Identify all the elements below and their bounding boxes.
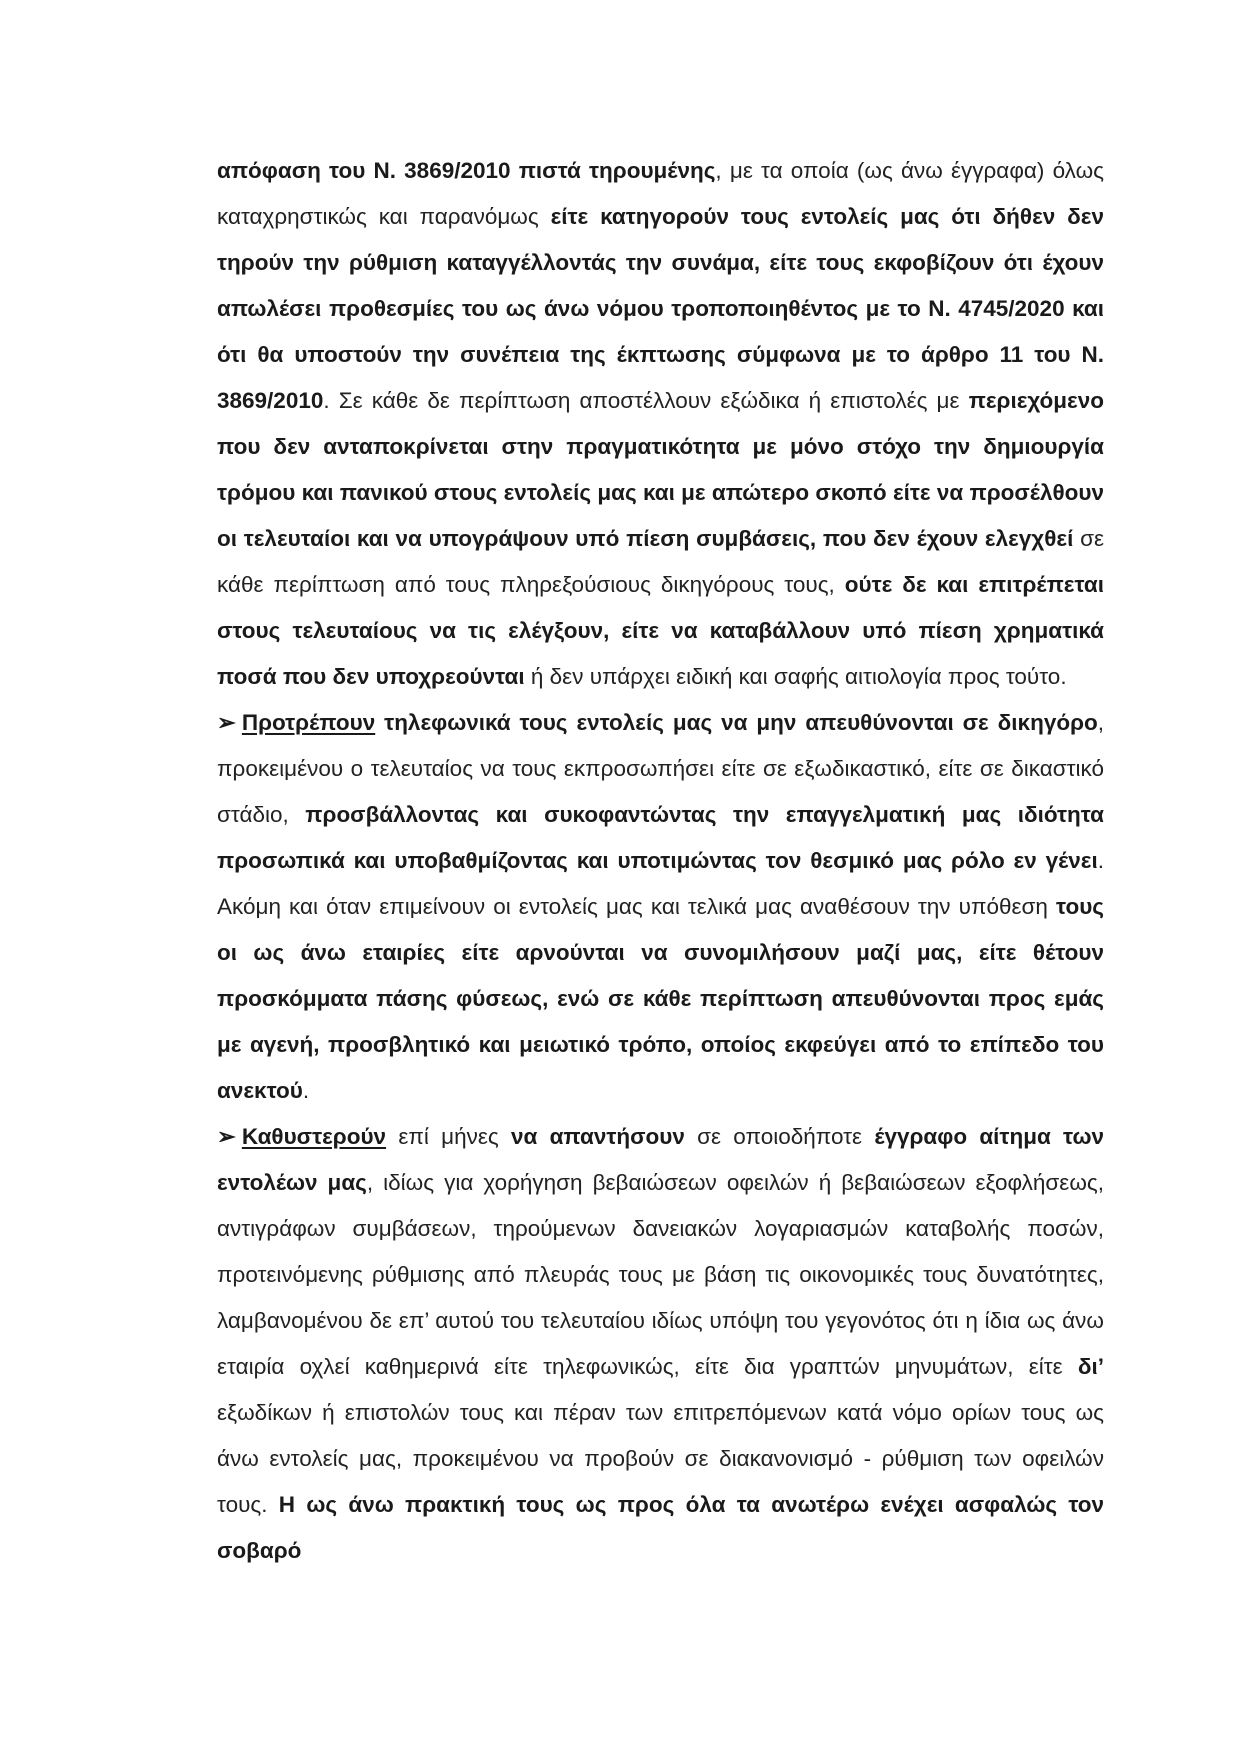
text-segment: σε κάθε περίπτωση από τους πληρεξούσιους δικηγόρους τους, <box>217 526 1104 597</box>
text-segment: ή δεν υπάρχει ειδική και σαφής αιτιολογία προς τούτο. <box>524 664 1067 689</box>
text-segment: . Σε κάθε δε περίπτωση αποστέλλουν εξώδικα ή επιστολές με <box>323 388 969 413</box>
text-segment: τηλεφωνικά τους εντολείς μας να μην απευθύνονται σε δικηγόρο <box>375 710 1098 735</box>
text-segment: τους οι ως άνω εταιρίες είτε αρνούνται να συνομιλήσουν μαζί μας, είτε θέτουν προσκόμματα πάσης φύσεως, ενώ σε κάθε περίπτωση απευθύνονται προς εμάς με αγενή, προσβλητικό και μειωτικό τρόπο, οποίος εκφεύγει από το επίπεδο του ανεκτού <box>217 894 1104 1103</box>
bullet-paragraph-urge <box>217 700 1104 1114</box>
text-segment: να απαντήσουν <box>510 1124 685 1149</box>
text-segment: ούτε δε και επιτρέπεται στους τελευταίους να τις ελέγξουν, είτε να καταβάλλουν υπό πίεση χρηματικά ποσά που δεν υποχρεούνται <box>217 572 1104 689</box>
text-segment: . Ακόμη και όταν επιμείνουν οι εντολείς μας και τελικά μας αναθέσουν την υπόθεση <box>217 848 1104 919</box>
text-segment: . <box>302 1078 310 1103</box>
text-segment: έγγραφο αίτημα των εντολέων μας <box>217 1124 1104 1195</box>
text-segment: προσβάλλοντας και συκοφαντώντας την επαγγελματική μας ιδιότητα προσωπικά και υποβαθμίζοντας και υποτιμώντας τον θεσμικό μας ρόλο εν γένει <box>217 802 1104 873</box>
text-segment: δι’ <box>1077 1354 1104 1379</box>
text-segment: σε οποιοδήποτε <box>684 1124 875 1149</box>
document-body <box>217 148 1104 1574</box>
bullet-paragraph-delay <box>217 1114 1104 1574</box>
arrow-bullet-icon: ➢ <box>217 710 236 735</box>
text-segment: Η ως άνω πρακτική τους ως προς όλα τα ανωτέρω ενέχει ασφαλώς τον σοβαρό <box>217 1492 1104 1563</box>
text-segment: περιεχόμενο που δεν ανταποκρίνεται στην πραγματικότητα με μόνο στόχο την δημιουργία τρόμου και πανικού στους εντολείς μας και με απώτερο σκοπό είτε να προσέλθουν οι τελευταίοι και να υπογράψουν υπό πίεση συμβάσεις, που δεν έχουν ελεγχθεί <box>217 388 1104 551</box>
text-segment: εξωδίκων ή επιστολών τους και πέραν των επιτρεπόμενων κατά νόμο ορίων τους ως άνω εντολείς μας, προκειμένου να προβούν σε διακανονισμό - ρύθμιση των οφειλών τους. <box>217 1400 1104 1517</box>
text-segment: απόφαση του Ν. 3869/2010 πιστά τηρουμένης <box>217 158 716 183</box>
text-segment: , ιδίως για χορήγηση βεβαιώσεων οφειλών ή βεβαιώσεων εξοφλήσεως, αντιγράφων συμβάσεων, τηρούμενων δανειακών λογαριασμών καταβολής ποσών, προτεινόμενης ρύθμισης από πλευράς τους με βάση τις οικονομικές τους δυνατότητες, λαμβανομένου δε επ’ αυτού του τελευταίου ιδίως υπόψη του γεγονότος ότι η ίδια ως άνω εταιρία οχλεί καθημερινά είτε τηλεφωνικώς, είτε δια γραπτών μηνυμάτων, είτε <box>217 1170 1104 1379</box>
text-segment: είτε κατηγορούν τους εντολείς μας ότι δήθεν δεν τηρούν την ρύθμιση καταγγέλλοντάς την συνάμα, είτε τους εκφοβίζουν ότι έχουν απωλέσει προθεσμίες του ως άνω νόμου τροποποιηθέντος με το Ν. 4745/2020 και ότι θα υποστούν την συνέπεια της έκπτωσης σύμφωνα με το άρθρο 11 του Ν. 3869/2010 <box>217 204 1104 413</box>
text-segment: , με τα οποία (ως άνω έγγραφα) όλως καταχρηστικώς και παρανόμως <box>217 158 1104 229</box>
text-segment: Καθυστερούν <box>241 1124 387 1149</box>
paragraph-continuation <box>217 148 1104 700</box>
arrow-bullet-icon: ➢ <box>217 1124 236 1149</box>
text-segment: , προκειμένου ο τελευταίος να τους εκπροσωπήσει είτε σε εξωδικαστικό, είτε σε δικαστικό στάδιο, <box>217 710 1104 827</box>
text-segment: Προτρέπουν <box>241 710 376 735</box>
text-segment: επί μήνες <box>386 1124 511 1149</box>
